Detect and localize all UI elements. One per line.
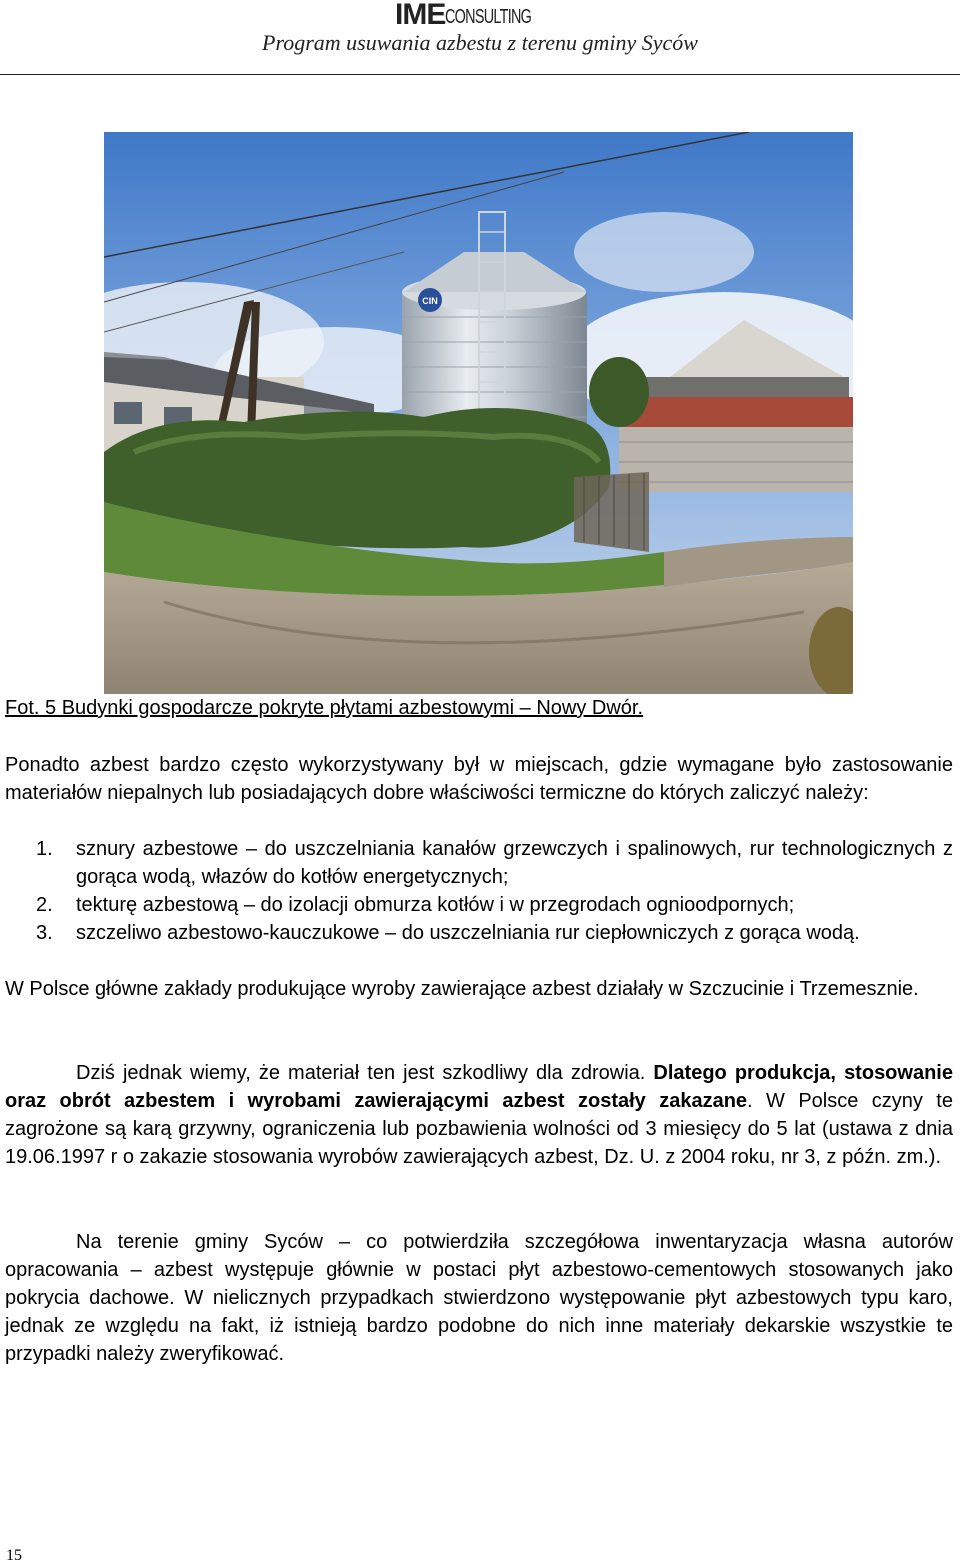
logo-consulting-text: CONSULTING <box>445 6 532 28</box>
silo-logo-text: CIN <box>422 296 438 306</box>
ban-paragraph-rest: . W Polsce czyny te zagrożone są karą grzywny, ograniczenia lub pozbawienia wolności od 3 miesięcy do 5 lat (ustawa z dnia 19.06.1997 r o zakazie stosowania wyrobów zawierających azbest, Dz. U. z 2004 roku, nr 3, z późn. zm.). <box>5 1090 953 1168</box>
document-title: Program usuwania azbestu z terenu gminy Syców <box>262 30 698 55</box>
photo-caption: Fot. 5 Budynki gospodarcze pokryte płytami azbestowymi – Nowy Dwór. <box>5 697 644 719</box>
ban-paragraph <box>5 1059 953 1171</box>
inventory-paragraph <box>5 1228 953 1368</box>
page-header <box>0 0 960 78</box>
ban-paragraph-start: Dziś jednak wiemy, że materiał ten jest szkodliwy dla zdrowia. <box>76 1062 654 1084</box>
inventory-paragraph-text: Na terenie gminy Syców – co potwierdziła szczegółowa inwentaryzacja własna autorów opracowania – azbest występuje głównie w postaci płyt azbestowo-cementowych stosowanych jako pokrycia dachowe. W nielicznych przypadkach stwierdzono występowanie płyt azbestowych typu karo, jednak ze względu na fakt, iż istnieją bardzo podobne do nich inne materiały dekarskie wszystkie te przypadki należy zweryfikować. <box>5 1231 953 1365</box>
ban-paragraph-bold: Dlatego produkcja, stosowanie oraz obrót azbestem i wyrobami zawierającymi azbest zostały zakazane <box>5 1062 953 1112</box>
list-item-text: szczeliwo azbestowo-kauczukowe – do uszczelniania rur ciepłowniczych z gorąca wodą. <box>76 922 860 944</box>
list-item-number: 3. <box>36 922 53 944</box>
ime-consulting-logo <box>0 0 960 30</box>
list-item-text: tekturę azbestową – do izolacji obmurza kotłów i w przegrodach ognioodpornych; <box>76 894 795 916</box>
header-divider <box>0 74 960 75</box>
list-item-number: 1. <box>36 838 53 860</box>
photo-farm-buildings <box>104 132 853 694</box>
factories-paragraph: W Polsce główne zakłady produkujące wyroby zawierające azbest działały w Szczucinie i Trzemesznie. <box>5 978 919 1000</box>
list-item-number: 2. <box>36 894 53 916</box>
intro-paragraph: Ponadto azbest bardzo często wykorzystywany był w miejscach, gdzie wymagane było zastosowanie materiałów niepalnych lub posiadających dobre właściwości termiczne do których zaliczyć należy: <box>5 754 953 804</box>
list-item-text: sznury azbestowe – do uszczelniania kanałów grzewczych i spalinowych, rur technologicznych z gorąca wodą, włazów do kotłów energetycznych; <box>76 838 953 888</box>
page-number: 15 <box>6 1547 22 1564</box>
list-item <box>36 835 953 891</box>
logo-ime-text: IME <box>395 0 446 31</box>
list-item <box>36 919 953 947</box>
list-item <box>36 891 953 919</box>
